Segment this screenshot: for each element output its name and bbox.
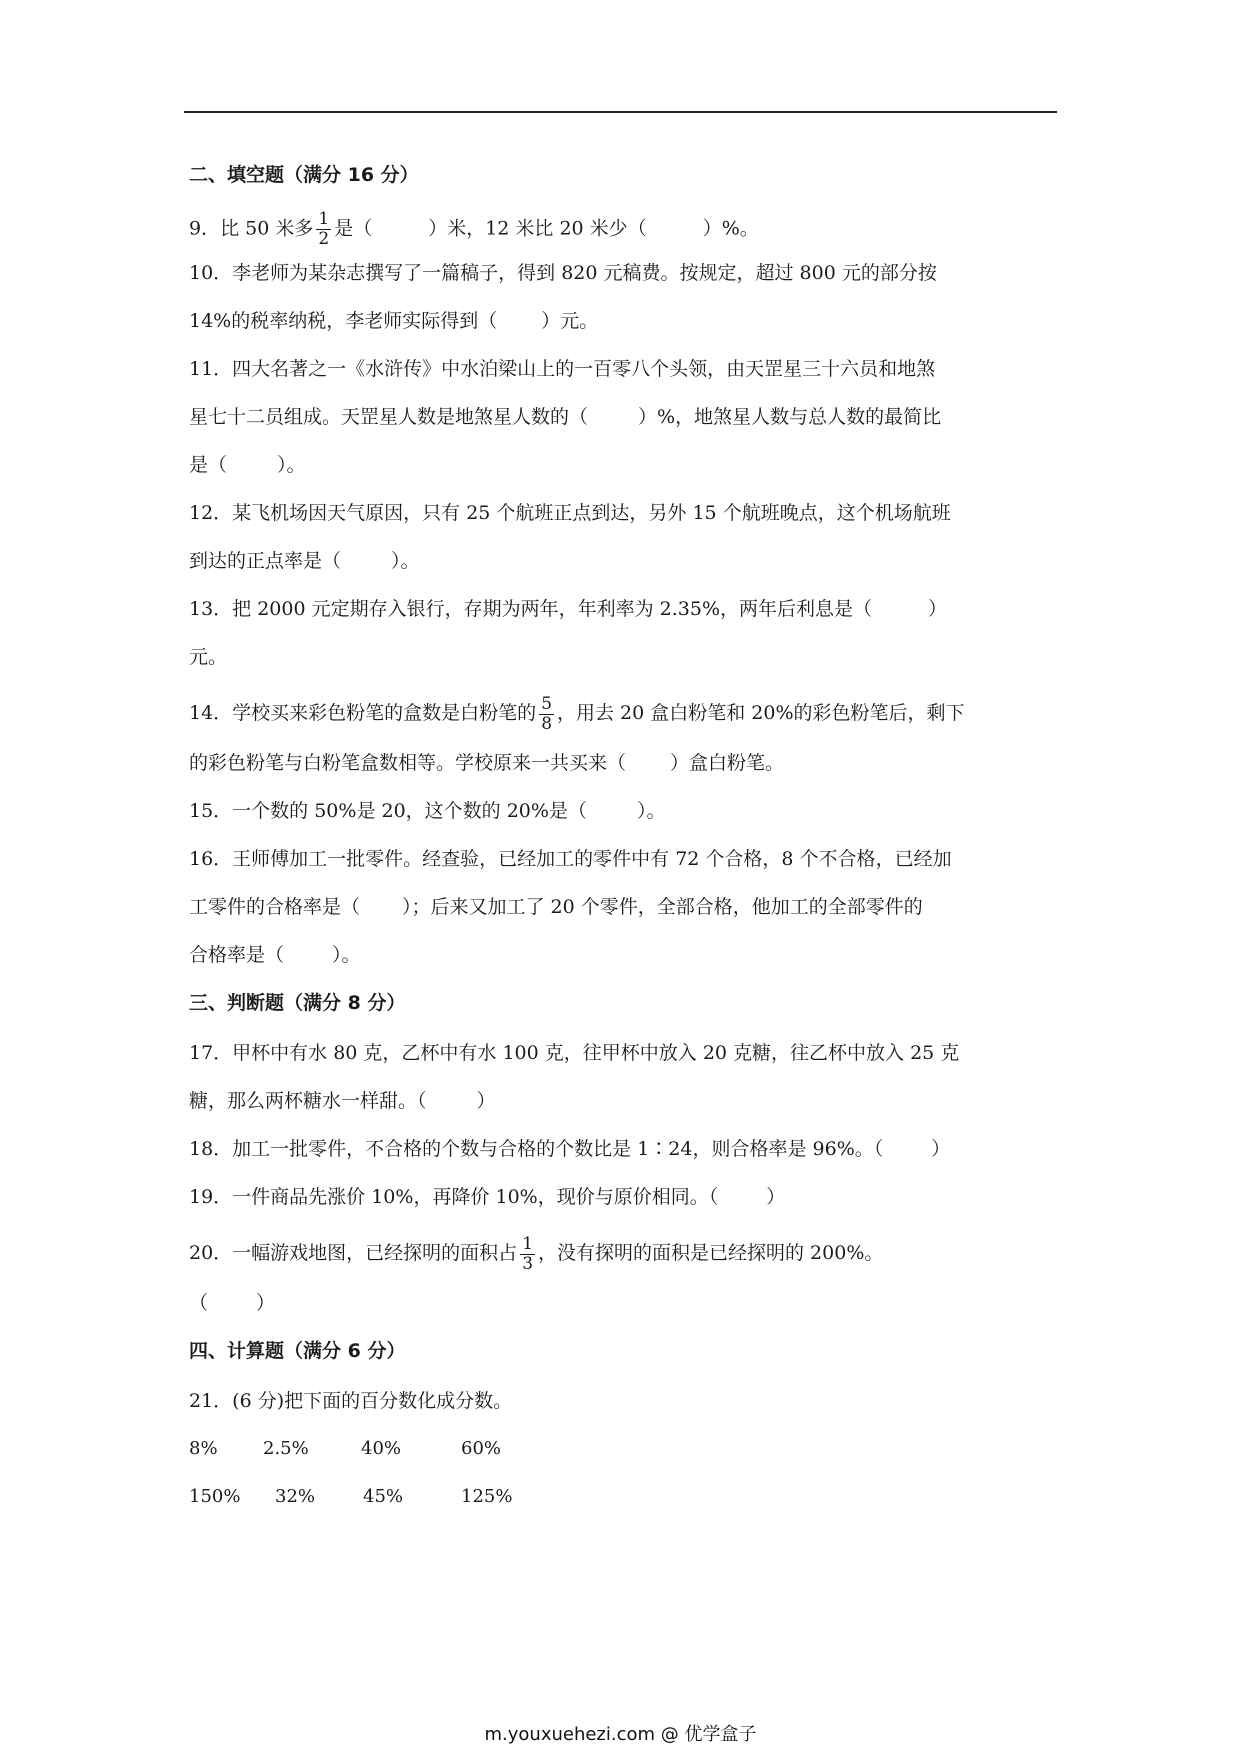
percent-item: 8%	[189, 1438, 218, 1459]
section-judge-title: 三、判断题（满分 8 分）	[189, 992, 406, 1014]
percent-item: 32%	[275, 1486, 316, 1507]
question-11-line1: 11．四大名著之一《水浒传》中水泊梁山上的一百零八个头领，由天罡星三十六员和地煞	[189, 358, 936, 380]
percent-row-2	[189, 1482, 1049, 1530]
question-12-line1: 12．某飞机场因天气原因，只有 25 个航班正点到达，另外 15 个航班晚点，这个机场航班	[189, 502, 951, 524]
section-calc-title: 四、计算题（满分 6 分）	[189, 1340, 406, 1362]
question-13-line2: 元。	[189, 646, 228, 668]
question-14-line2: 的彩色粉笔与白粉笔盒数相等。学校原来一共买来（ ）盒白粉笔。	[189, 752, 785, 774]
question-20-line1: 20．一幅游戏地图，已经探明的面积占 $\frac{1}{3}$ ，没有探明的面积是已经探明的 200%。	[189, 1233, 884, 1274]
question-12-line2: 到达的正点率是（ ）。	[189, 550, 420, 572]
footer-watermark: m.youxuehezi.com @ 优学盒子	[484, 1724, 757, 1745]
question-13-line1: 13．把 2000 元定期存入银行，存期为两年，年利率为 2.35%，两年后利息是（ ）	[189, 598, 948, 620]
percent-item: 40%	[361, 1438, 402, 1459]
header-rule	[184, 111, 1057, 113]
question-10-line1: 10．李老师为某杂志撰写了一篇稿子，得到 820 元稿费。按规定，超过 800 元的部分按	[189, 262, 937, 284]
question-16-line2: 工零件的合格率是（ ）；后来又加工了 20 个零件，全部合格，他加工的全部零件的	[189, 896, 923, 918]
percent-item: 2.5%	[263, 1438, 309, 1459]
question-11-line2: 星七十二员组成。天罡星人数是地煞星人数的（ ）%，地煞星人数与总人数的最简比	[189, 406, 942, 428]
question-17-line2: 糖，那么两杯糖水一样甜。（ ）	[189, 1090, 496, 1112]
question-19: 19．一件商品先涨价 10%，再降价 10%，现价与原价相同。（ ）	[189, 1186, 786, 1208]
question-17-line1: 17．甲杯中有水 80 克，乙杯中有水 100 克，往甲杯中放入 20 克糖，往乙杯中放入 25 克	[189, 1042, 960, 1064]
question-20-line2: （ ）	[189, 1292, 276, 1314]
question-9: 9．比 50 米多 $\frac{1}{2}$ 是（ ）米，12 米比 20 米少（ ）%。	[189, 209, 759, 249]
section-fill-title: 二、填空题（满分 16 分）	[189, 164, 419, 186]
question-16-line3: 合格率是（ ）。	[189, 944, 361, 966]
question-14-line1: 14．学校买来彩色粉笔的盒数是白粉笔的 $\frac{5}{8}$ ，用去 20 盒白粉笔和 20%的彩色粉笔后，剩下	[189, 693, 965, 734]
question-11-line3: 是（ ）。	[189, 454, 306, 476]
fraction-one-third: $\frac{1}{3}$	[522, 1233, 534, 1274]
percent-item: 150%	[189, 1486, 241, 1507]
question-18: 18．加工一批零件，不合格的个数与合格的个数比是 1∶24，则合格率是 96%。（ ）	[189, 1138, 951, 1160]
percent-item: 45%	[363, 1486, 404, 1507]
fraction-five-eighths: $\frac{5}{8}$	[541, 693, 553, 734]
exam-page	[189, 160, 1049, 1530]
percent-row-1	[189, 1434, 1049, 1482]
question-10-line2: 14%的税率纳税，李老师实际得到（ ）元。	[189, 310, 599, 332]
percent-item: 125%	[461, 1486, 513, 1507]
percent-item: 60%	[461, 1438, 502, 1459]
fraction-one-half: $\frac{1}{2}$	[318, 209, 330, 249]
question-15: 15．一个数的 50%是 20，这个数的 20%是（ ）。	[189, 800, 666, 822]
question-16-line1: 16．王师傅加工一批零件。经查验，已经加工的零件中有 72 个合格，8 个不合格，已经加	[189, 848, 952, 870]
question-21-title: 21．(6 分)把下面的百分数化成分数。	[189, 1390, 513, 1412]
